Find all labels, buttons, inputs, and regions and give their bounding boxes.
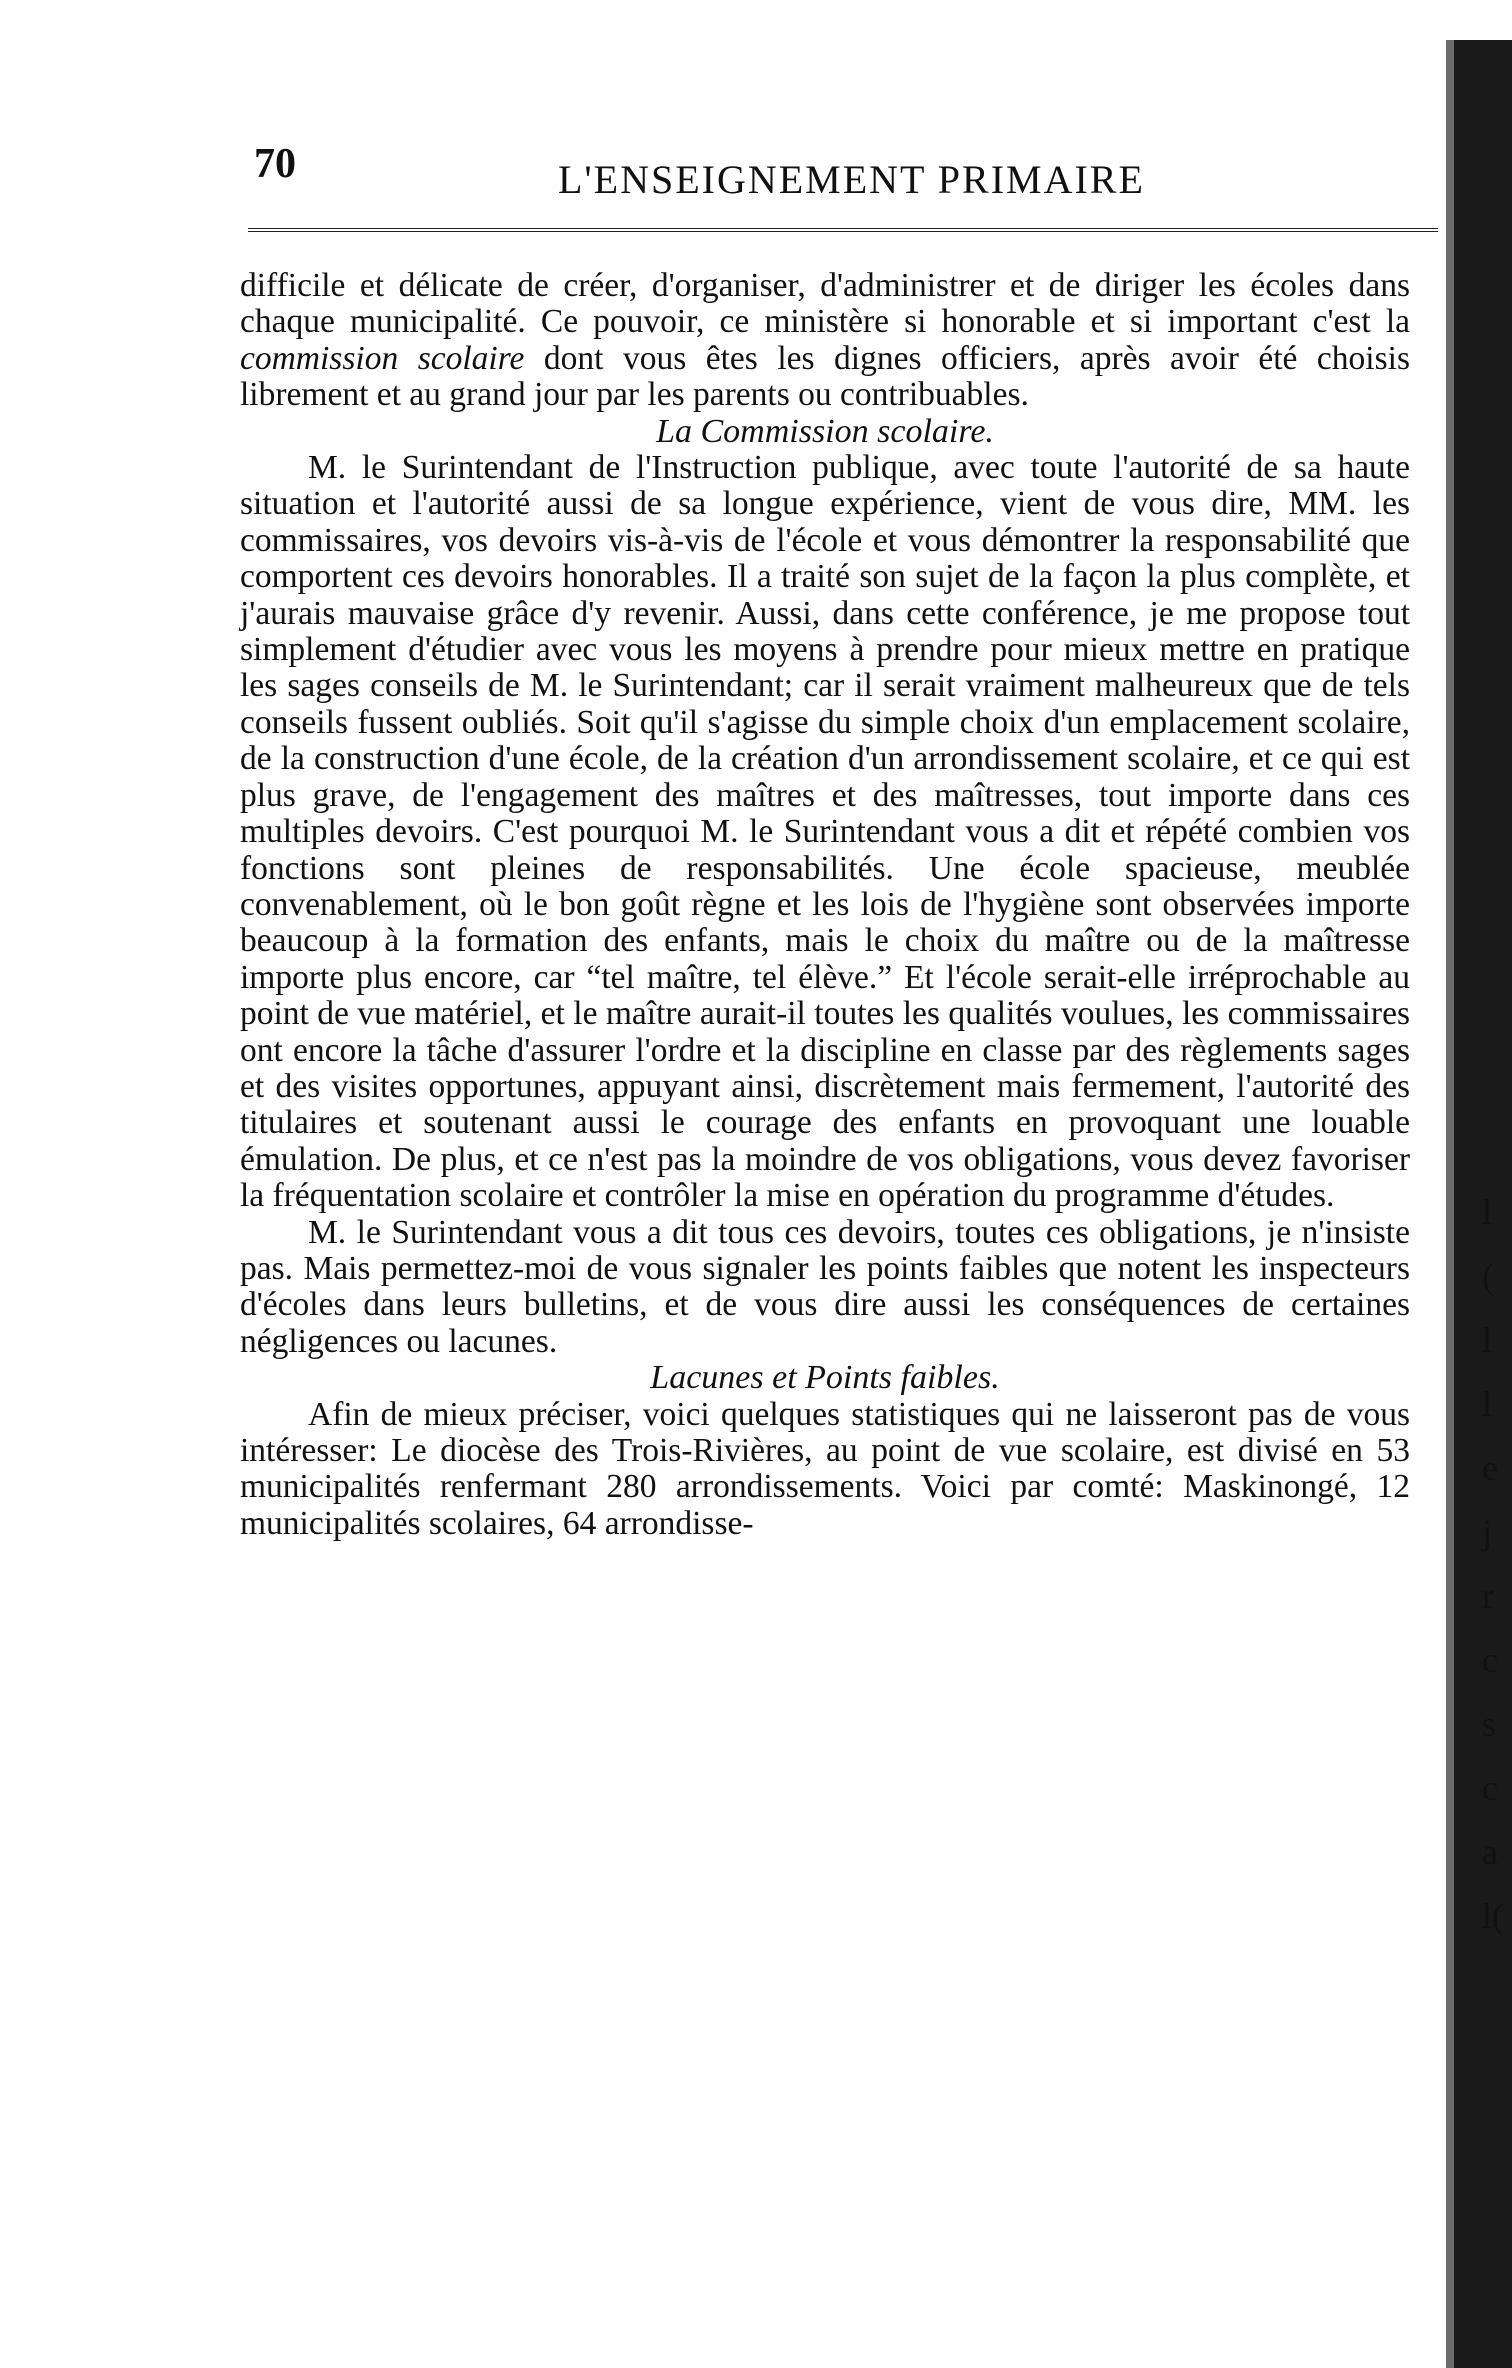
page-header — [248, 140, 1448, 220]
facing-page-letters — [1482, 1180, 1512, 1948]
facing-letter: r — [1482, 1576, 1494, 1616]
page-gutter-shadow — [1446, 40, 1454, 2368]
facing-letter: l — [1482, 1384, 1493, 1424]
facing-letter: s — [1482, 1704, 1497, 1744]
italic-term: commission scolaire — [240, 339, 525, 377]
paragraph: M. le Surintendant de l'Instruction publique, avec toute l'autorité de sa haute situation et l'autorité aussi de sa longue expérience, vient de vous dire, MM. les commissaires, vos devoirs vis-à-vis de l'école et vous démontrer la responsabilité que comportent ces devoirs honorables. Il a traité son sujet de la façon la plus complète, et j'aurais mauvaise grâce d'y revenir. Aussi, dans cette conférence, je me propose tout simplement d'étudier avec vous les moyens à prendre pour mieux mettre en pratique les sages conseils de M. le Surintendant; car il serait vraiment malheureux que de tels conseils fussent oubliés. Soit qu'il s'agisse du simple choix d'un emplacement scolaire, de la construction d'une école, de la création d'un arrondissement scolaire, et ce qui est plus grave, de l'engagement des maîtres et des maîtresses, tout importe dans ces multiples devoirs. C'est pourquoi M. le Surintendant vous a dit et répété combien vos fonctions sont pleines de responsabilités. Une école spacieuse, meublée convenablement, où le bon goût règne et les lois de l'hygiène sont observées importe beaucoup à la formation des enfants, mais le choix du maître ou de la maîtresse importe plus encore, car “tel maître, tel élève.” Et l'école serait-elle irréprochable au point de vue matériel, et le maître aurait-il toutes les qualités voulues, les commissaires ont encore la tâche d'assurer l'ordre et la discipline en classe par des règlements sages et des visites opportunes, appuyant ainsi, discrètement mais fermement, l'autorité des titulaires et soutenant aussi le courage des enfants en provoquant une louable émulation. De plus, et ce n'est pas la moindre de vos obligations, vous devez favoriser la fréquentation scolaire et contrôler la mise en opération du programme d'études. — [240, 449, 1410, 1215]
section-heading: La Commission scolaire. — [656, 412, 994, 450]
section-heading: Lacunes et Points faibles. — [650, 1359, 1000, 1397]
page-number: 70 — [254, 141, 296, 187]
paragraph-continuation — [240, 268, 1410, 414]
page-body — [240, 268, 1410, 1542]
facing-letter: ( — [1482, 1256, 1494, 1296]
facing-letter: c — [1482, 1768, 1498, 1808]
facing-letter: j — [1482, 1512, 1493, 1552]
paragraph-text: dont vous êtes les dignes officiers, après avoir été choisis librement et au grand jour par les parents ou contribuables. — [240, 339, 1410, 414]
running-title: L'ENSEIGNEMENT PRIMAIRE — [558, 157, 1145, 202]
paragraph-text: difficile et délicate de créer, d'organiser, d'administrer et de diriger les écoles dans chaque municipalité. Ce pouvoir, ce ministère si honorable et si important c'est la — [240, 267, 1410, 341]
header-rule — [248, 228, 1438, 232]
facing-letter: l( — [1482, 1896, 1504, 1936]
facing-letter: a — [1482, 1832, 1498, 1872]
facing-letter: e — [1482, 1448, 1498, 1488]
facing-letter: l — [1482, 1192, 1493, 1232]
facing-letter: l — [1482, 1320, 1493, 1360]
paragraph: M. le Surintendant vous a dit tous ces devoirs, toutes ces obligations, je n'insiste pas. Mais permettez-moi de vous signaler les points faibles que notent les inspecteurs d'écoles dans leurs bulletins, et de vous dire aussi les conséquences de certaines négligences ou lacunes. — [240, 1213, 1410, 1360]
facing-letter: c — [1482, 1640, 1498, 1680]
paragraph: Afin de mieux préciser, voici quelques statistiques qui ne laisseront pas de vous intéresser: Le diocèse des Trois-Rivières, au point de vue scolaire, est divisé en 53 municipalités renfermant 280 arrondissements. Voici par comté: Maskinongé, 12 municipalités scolaires, 64 arrondisse- — [240, 1395, 1410, 1542]
